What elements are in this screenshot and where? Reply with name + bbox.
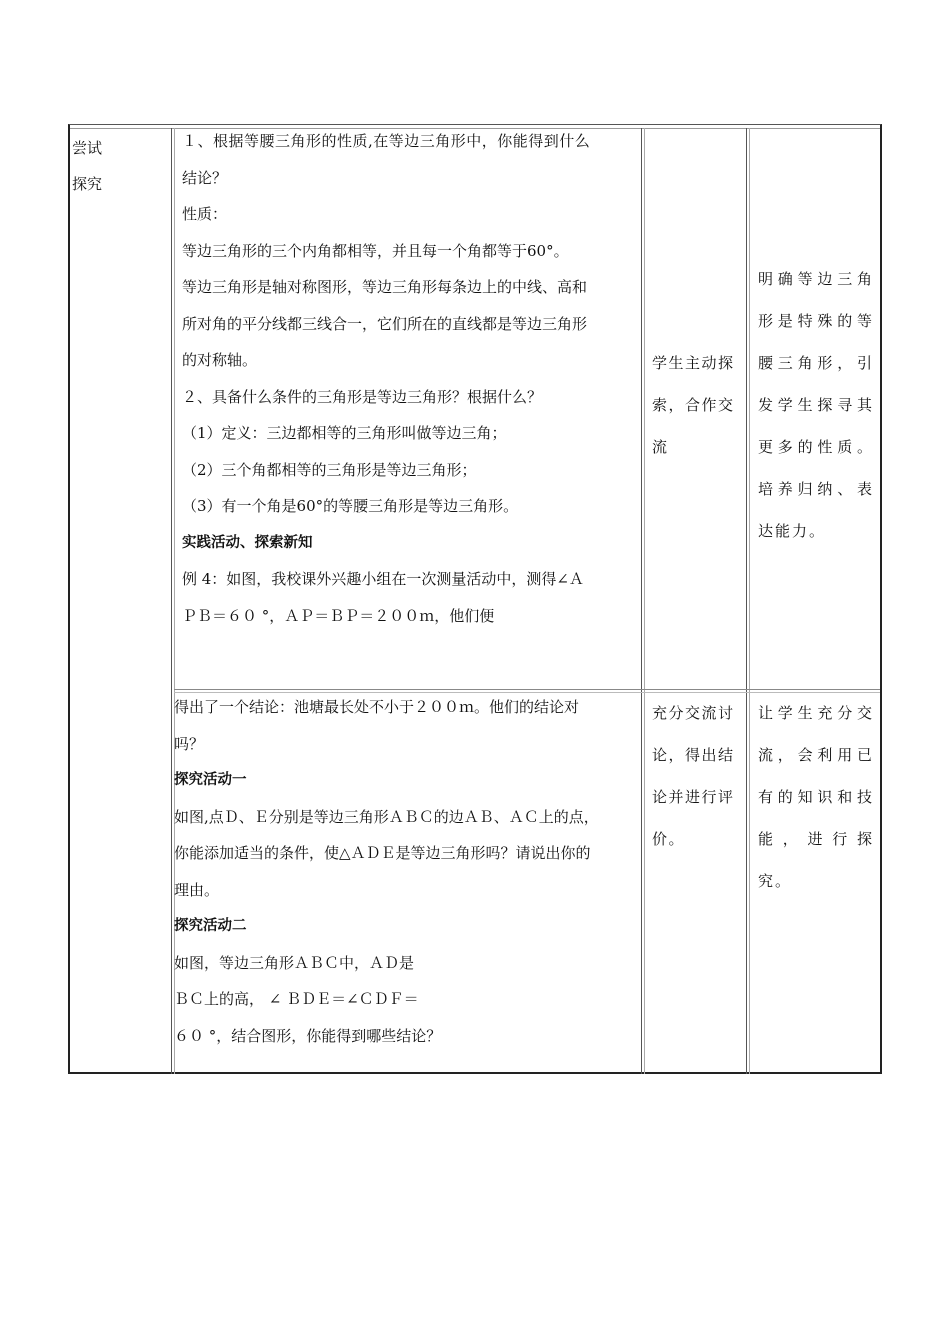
row1-line-7: 的对称轴。 — [182, 351, 258, 369]
row1-student-activity: 学生主动探索，合作交流 — [652, 354, 735, 456]
row1-line-9: （1）定义：三边都相等的三角形叫做等边三角； — [182, 424, 507, 442]
row2-line-8: 如图，等边三角形ＡＢＣ中，ＡＤ是 — [174, 953, 415, 972]
row2-line-6: 理由。 — [174, 880, 220, 899]
row1-line-8: ２、具备什么条件的三角形是等边三角形？根据什么？ — [182, 387, 543, 406]
column-divider-2 — [641, 128, 642, 1074]
row1-heading-practice: 实践活动、探索新知 — [182, 534, 313, 551]
row1-line-10: （2）三个角都相等的三角形是等边三角形； — [182, 460, 477, 479]
row1-line-11: （3）有一个角是60°的等腰三角形是等边三角形。 — [182, 497, 519, 515]
row2-line-5: 你能添加适当的条件，使△ＡＤＥ是等边三角形吗？请说出你的 — [174, 844, 591, 862]
row1-line-3: 性质： — [182, 205, 228, 223]
row1-line-6: 所对角的平分线都三线合一，它们所在的直线都是等边三角形 — [182, 314, 588, 333]
row2-heading-activity-2: 探究活动二 — [174, 918, 247, 934]
column-divider-1 — [171, 128, 172, 1074]
row2-student-activity: 充分交流讨论，得出结论并进行评价。 — [652, 704, 735, 848]
row2-heading-activity-1: 探究活动一 — [174, 772, 247, 788]
row-label-line-1: 尝试 — [72, 139, 103, 157]
column-divider-2b — [644, 128, 645, 1074]
row-label-cell — [72, 130, 170, 202]
row1-line-5: 等边三角形是轴对称图形，等边三角形每条边上的中线、高和 — [182, 278, 588, 296]
row2-design-intent: 让学生充分交流，会利用已有的知识和技能，进行探究。 — [758, 704, 874, 890]
row2-content-cell — [174, 689, 640, 1054]
row1-line-13: 例 4：如图，我校课外兴趣小组在一次测量活动中，测得∠Ａ — [182, 570, 584, 588]
row1-content-cell — [182, 123, 638, 634]
column-divider-3b — [749, 128, 750, 1074]
row2-line-4: 如图,点Ｄ、Ｅ分别是等边三角形ＡＢＣ的边ＡＢ、ＡＣ上的点， — [174, 807, 599, 826]
row2-line-9: ＢＣ上的高， ∠ ＢＤＥ＝∠ＣＤＦ＝ — [174, 990, 419, 1008]
row2-line-1: 得出了一个结论：池塘最长处不小于２００ｍ。他们的结论对 — [174, 698, 580, 716]
row1-line-4: 等边三角形的三个内角都相等，并且每一个角都等于60°。 — [182, 241, 569, 260]
row-label-line-2: 探究 — [72, 175, 103, 193]
row2-line-2: 吗？ — [174, 734, 205, 753]
row1-line-2: 结论？ — [182, 168, 228, 187]
column-divider-3 — [746, 128, 747, 1074]
row1-design-intent: 明确等边三角形是特殊的等腰三角形，引发学生探寻其更多的性质。培养归纳、表达能力。 — [758, 270, 874, 540]
row2-line-10: ６０ °，结合图形，你能得到哪些结论？ — [174, 1026, 442, 1045]
row1-line-1: １、根据等腰三角形的性质,在等边三角形中，你能得到什么 — [182, 132, 591, 150]
row1-line-14: ＰＢ＝６０ °，ＡＰ＝ＢＰ＝２００ｍ，他们便 — [182, 606, 495, 625]
